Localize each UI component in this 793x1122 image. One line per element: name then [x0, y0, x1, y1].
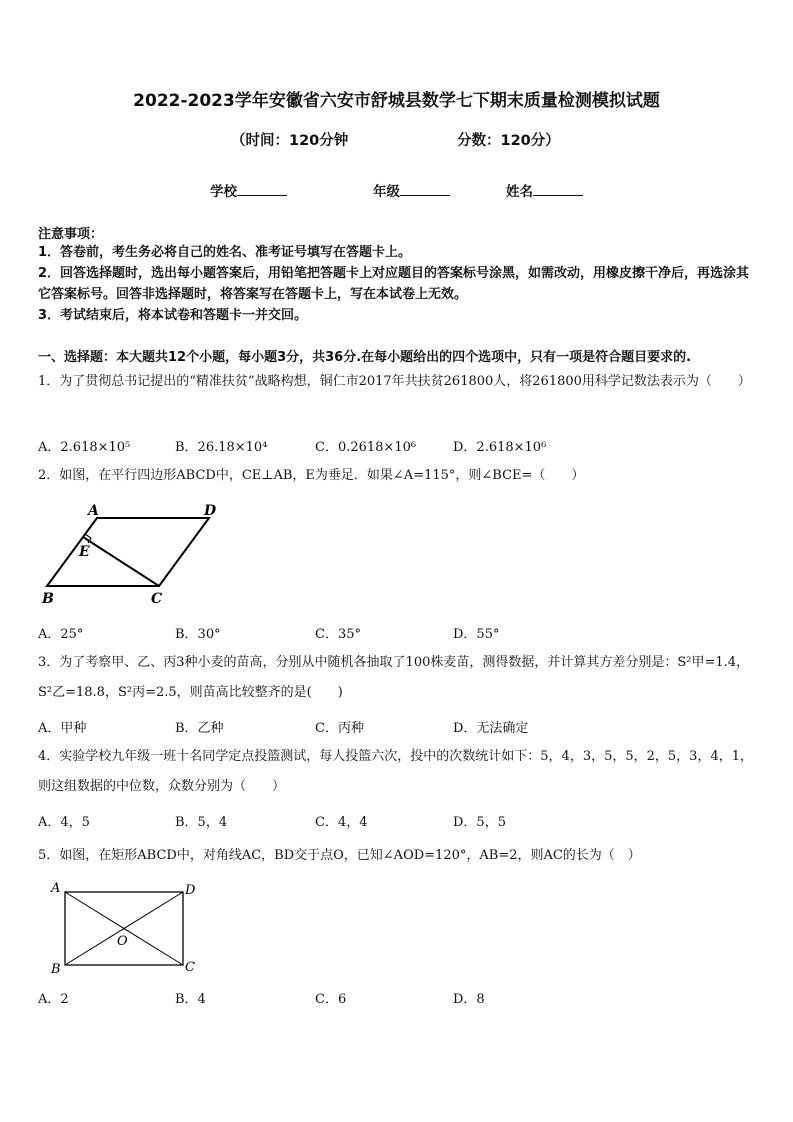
q5-option-a[interactable]: A．2 [38, 992, 69, 1007]
label-d: D [204, 503, 217, 519]
name-label: 姓名 [506, 184, 533, 200]
question-2-options [38, 623, 598, 643]
question-3-options [38, 717, 598, 737]
segment-ce [83, 537, 159, 586]
name-blank[interactable] [533, 181, 583, 196]
school-blank[interactable] [237, 181, 287, 196]
question-1-stem: 1．为了贯彻总书记提出的“精准扶贫”战略构想，铜仁市2017年共扶贫261800人，将261800用科学记数法表示为（ ） [38, 374, 751, 389]
question-5-options [38, 988, 598, 1008]
label-b: B [51, 962, 61, 977]
rectangle-figure [46, 878, 206, 978]
school-label: 学校 [210, 184, 237, 200]
label-e: E [79, 544, 90, 560]
question-2-stem: 2．如图，在平行四边形ABCD中，CE⊥AB，E为垂足．如果∠A=115°，则∠BCE=（ ） [38, 468, 585, 483]
q4-option-d[interactable]: D．5，5 [453, 815, 506, 830]
label-o: O [117, 934, 128, 949]
q3-option-b[interactable]: B．乙种 [175, 721, 224, 736]
exam-time: （时间：120分钟 [231, 133, 349, 149]
q2-option-c[interactable]: C．35° [315, 627, 361, 642]
label-c: C [185, 960, 195, 975]
question-1-options [38, 436, 598, 456]
q5-option-d[interactable]: D．8 [453, 992, 485, 1007]
school-field [210, 180, 287, 200]
parallelogram-abcd [47, 518, 209, 586]
question-4-options [38, 811, 598, 831]
label-c: C [151, 591, 163, 607]
grade-label: 年级 [373, 184, 400, 200]
q1-option-b[interactable]: B．26.18×10⁴ [175, 440, 268, 455]
notice-item-3: 3．考试结束后，将本试卷和答题卡一并交回。 [38, 308, 308, 323]
q2-option-b[interactable]: B．30° [175, 627, 221, 642]
q5-option-b[interactable]: B．4 [175, 992, 206, 1007]
notice-title: 注意事项： [38, 227, 104, 242]
label-a: A [88, 503, 99, 519]
q4-option-c[interactable]: C．4，4 [315, 815, 368, 830]
q3-option-d[interactable]: D．无法确定 [453, 721, 529, 736]
section-heading: 一、选择题：本大题共12个小题，每小题3分，共36分.在每小题给出的四个选项中，只有一项是符合题目要求的. [38, 350, 692, 365]
notice-item-1: 1．答卷前，考生务必将自己的姓名、准考证号填写在答题卡上。 [38, 245, 412, 260]
exam-score: 分数：120分） [457, 133, 560, 149]
q3-option-a[interactable]: A．甲种 [38, 721, 87, 736]
question-3-stem: 3．为了考察甲、乙、丙3种小麦的苗高，分别从中随机各抽取了100株麦苗，测得数据，并计算其方差分别是：S²甲=1.4，S²乙=18.8，S²丙=2.5，则苗高比较整齐的是( ) [38, 655, 750, 700]
exam-title: 2022-2023学年安徽省六安市舒城县数学七下期末质量检测模拟试题 [133, 91, 660, 111]
parallelogram-figure [38, 498, 228, 610]
label-a: A [51, 881, 61, 896]
q3-option-c[interactable]: C．丙种 [315, 721, 364, 736]
q5-option-c[interactable]: C．6 [315, 992, 347, 1007]
name-field [506, 180, 583, 200]
q1-option-c[interactable]: C．0.2618×10⁶ [315, 440, 417, 455]
grade-blank[interactable] [400, 181, 450, 196]
notice-item-2: 2．回答选择题时，选出每小题答案后，用铅笔把答题卡上对应题目的答案标号涂黑，如需改动，用橡皮擦干净后，再选涂其它答案标号。回答非选择题时，将答案写在答题卡上，写在本试卷上无效。 [38, 266, 750, 302]
q4-option-a[interactable]: A．4，5 [38, 815, 90, 830]
q2-option-d[interactable]: D．55° [453, 627, 500, 642]
label-d: D [185, 883, 196, 898]
q4-option-b[interactable]: B．5，4 [175, 815, 228, 830]
label-b: B [42, 591, 54, 607]
grade-field [373, 180, 450, 200]
question-4-stem: 4．实验学校九年级一班十名同学定点投篮测试，每人投篮六次，投中的次数统计如下：5，4，3，5，5，2，5，3，4，1，则这组数据的中位数，众数分别为（ ） [38, 749, 753, 794]
q1-option-a[interactable]: A．2.618×10⁵ [38, 440, 131, 455]
q2-option-a[interactable]: A．25° [38, 627, 84, 642]
question-5-stem: 5．如图，在矩形ABCD中，对角线AC，BD交于点O，已知∠AOD=120°，AB=2，则AC的长为（ ） [38, 848, 641, 863]
q1-option-d[interactable]: D．2.618×10⁶ [453, 440, 547, 455]
